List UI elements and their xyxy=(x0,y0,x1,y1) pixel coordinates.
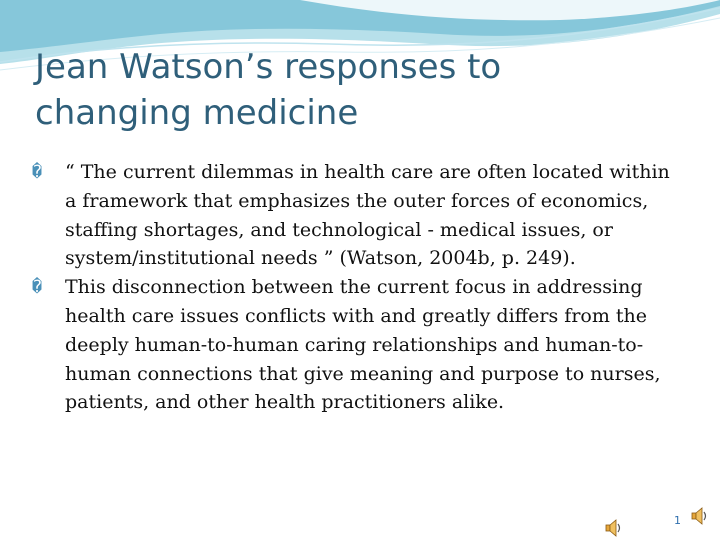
bullet-list xyxy=(32,158,682,417)
page-number: 1 xyxy=(674,514,681,527)
slide-title xyxy=(35,44,675,136)
speaker-icon[interactable] xyxy=(690,506,710,526)
title-line-2: changing medicine xyxy=(35,93,359,133)
bullet-text: “ The current dilemmas in health care are often located within a framework that emphasizes the outer forces of economics, staffing shortages, and technological - medical issues, or system/institutional needs ” (Watson, 2004b, p. 249). xyxy=(65,161,670,270)
speaker-icon[interactable] xyxy=(604,518,624,538)
bullet-marker: � xyxy=(32,277,43,298)
bullet-marker: � xyxy=(32,162,43,182)
bullet-item-2 xyxy=(32,273,682,417)
bullet-text: This disconnection between the current focus in addressing health care issues conflicts with and greatly differs from the deeply human-to-human caring relationships and human-to-human connections that give meaning and purpose to nurses, patients, and other health practitioners alike. xyxy=(65,276,661,414)
bullet-item-1 xyxy=(32,158,682,273)
title-line-1: Jean Watson’s responses to xyxy=(35,47,502,87)
